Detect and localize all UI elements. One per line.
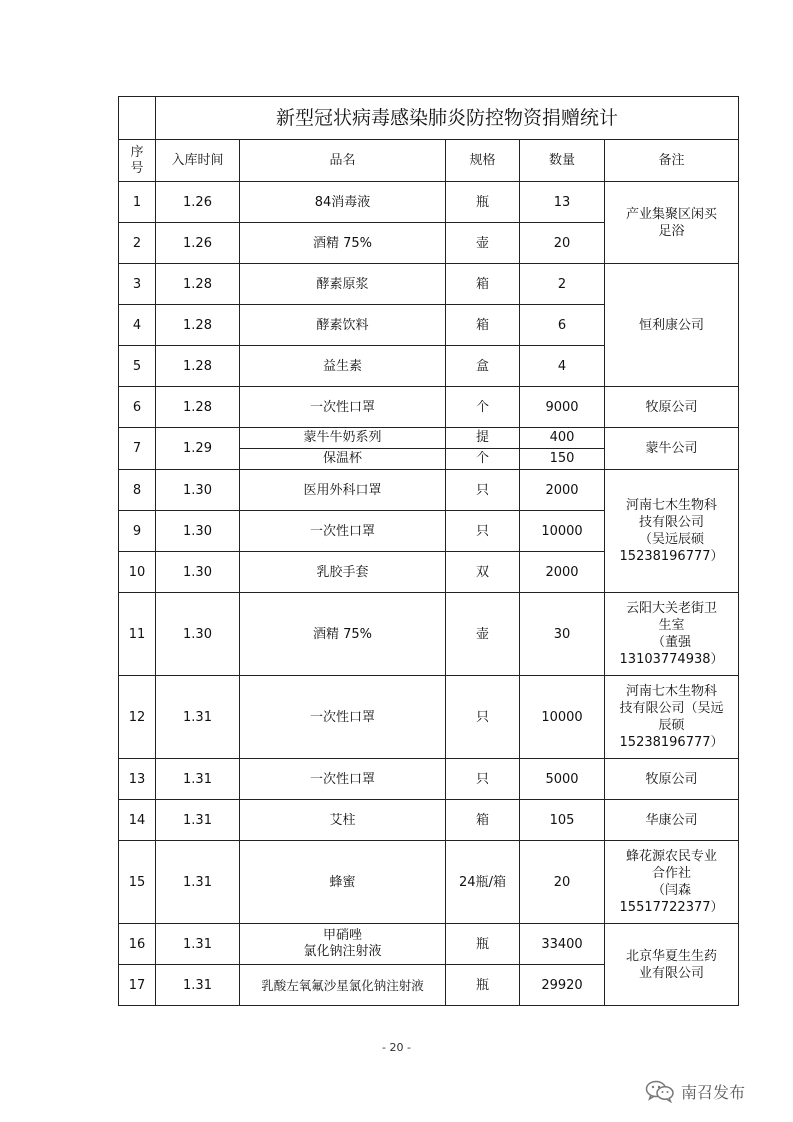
cell-qty: 33400 — [520, 924, 605, 965]
cell-date: 1.28 — [156, 346, 240, 387]
cell-note: 产业集聚区闲买 足浴 — [605, 182, 739, 264]
cell-spec: 箱 — [446, 305, 520, 346]
cell-qty: 6 — [520, 305, 605, 346]
cell-note: 北京华夏生生药 业有限公司 — [605, 924, 739, 1006]
cell-seq: 6 — [119, 387, 156, 428]
cell-date: 1.28 — [156, 305, 240, 346]
cell-seq: 8 — [119, 470, 156, 511]
cell-date: 1.31 — [156, 841, 240, 924]
cell-qty: 2000 — [520, 552, 605, 593]
cell-name: 蒙牛牛奶系列 — [240, 428, 446, 449]
cell-name: 一次性口罩 — [240, 676, 446, 759]
cell-qty: 400 — [520, 428, 605, 449]
cell-name: 一次性口罩 — [240, 387, 446, 428]
cell-spec: 瓶 — [446, 182, 520, 223]
table-row — [119, 676, 739, 759]
table-row — [119, 428, 739, 449]
cell-seq: 7 — [119, 428, 156, 470]
header-qty: 数量 — [520, 140, 605, 182]
cell-date: 1.29 — [156, 428, 240, 470]
cell-date: 1.30 — [156, 511, 240, 552]
cell-name: 乳胶手套 — [240, 552, 446, 593]
watermark-text: 南召发布 — [681, 1082, 746, 1102]
cell-name: 84消毒液 — [240, 182, 446, 223]
cell-name: 艾柱 — [240, 800, 446, 841]
cell-note: 牧原公司 — [605, 387, 739, 428]
table-row — [119, 470, 739, 511]
header-seq: 序 号 — [119, 140, 156, 182]
cell-spec: 只 — [446, 676, 520, 759]
cell-qty: 10000 — [520, 511, 605, 552]
table-row — [119, 593, 739, 676]
cell-note: 牧原公司 — [605, 759, 739, 800]
cell-spec: 只 — [446, 470, 520, 511]
cell-name: 酵素饮料 — [240, 305, 446, 346]
cell-qty: 4 — [520, 346, 605, 387]
cell-date: 1.26 — [156, 182, 240, 223]
cell-note: 蒙牛公司 — [605, 428, 739, 470]
cell-seq: 12 — [119, 676, 156, 759]
cell-spec: 个 — [446, 387, 520, 428]
watermark — [645, 1078, 745, 1104]
cell-seq: 10 — [119, 552, 156, 593]
cell-note: 华康公司 — [605, 800, 739, 841]
cell-note: 蜂花源农民专业 合作社 （闫森 15517722377） — [605, 841, 739, 924]
table-row — [119, 264, 739, 305]
cell-seq: 14 — [119, 800, 156, 841]
cell-date: 1.31 — [156, 759, 240, 800]
cell-date: 1.28 — [156, 387, 240, 428]
cell-qty: 9000 — [520, 387, 605, 428]
table-row — [119, 841, 739, 924]
cell-seq: 5 — [119, 346, 156, 387]
cell-name: 甲硝唑 氯化钠注射液 — [240, 924, 446, 965]
cell-date: 1.30 — [156, 552, 240, 593]
cell-name: 一次性口罩 — [240, 511, 446, 552]
cell-seq: 1 — [119, 182, 156, 223]
cell-qty: 150 — [520, 449, 605, 470]
cell-seq: 17 — [119, 965, 156, 1006]
cell-spec: 提 — [446, 428, 520, 449]
cell-date: 1.26 — [156, 223, 240, 264]
cell-name: 蜂蜜 — [240, 841, 446, 924]
cell-date: 1.31 — [156, 965, 240, 1006]
cell-qty: 10000 — [520, 676, 605, 759]
header-spec: 规格 — [446, 140, 520, 182]
cell-seq: 11 — [119, 593, 156, 676]
header-name: 品名 — [240, 140, 446, 182]
cell-name: 一次性口罩 — [240, 759, 446, 800]
donation-table — [118, 96, 739, 1006]
cell-spec: 箱 — [446, 800, 520, 841]
cell-qty: 29920 — [520, 965, 605, 1006]
table-corner — [119, 97, 156, 140]
cell-spec: 只 — [446, 511, 520, 552]
cell-date: 1.31 — [156, 800, 240, 841]
cell-seq: 4 — [119, 305, 156, 346]
cell-spec: 箱 — [446, 264, 520, 305]
cell-name: 酵素原浆 — [240, 264, 446, 305]
table-title: 新型冠状病毒感染肺炎防控物资捐赠统计 — [156, 97, 739, 140]
page-number: - 20 - — [382, 1041, 411, 1054]
table-row — [119, 182, 739, 223]
cell-spec: 盒 — [446, 346, 520, 387]
cell-note: 河南七木生物科 技有限公司（吴远 辰硕 15238196777） — [605, 676, 739, 759]
cell-seq: 16 — [119, 924, 156, 965]
table-row — [119, 924, 739, 965]
wechat-icon — [645, 1079, 675, 1103]
cell-note: 河南七木生物科 技有限公司 （吴远辰硕 15238196777） — [605, 470, 739, 593]
cell-date: 1.28 — [156, 264, 240, 305]
cell-seq: 9 — [119, 511, 156, 552]
cell-qty: 2 — [520, 264, 605, 305]
header-note: 备注 — [605, 140, 739, 182]
cell-spec: 瓶 — [446, 965, 520, 1006]
cell-name: 医用外科口罩 — [240, 470, 446, 511]
cell-name: 乳酸左氧氟沙星氯化钠注射液 — [240, 965, 446, 1006]
cell-qty: 30 — [520, 593, 605, 676]
cell-qty: 105 — [520, 800, 605, 841]
cell-note: 恒利康公司 — [605, 264, 739, 387]
cell-name: 酒精 75% — [240, 593, 446, 676]
cell-date: 1.31 — [156, 924, 240, 965]
cell-seq: 15 — [119, 841, 156, 924]
cell-date: 1.31 — [156, 676, 240, 759]
cell-name: 保温杯 — [240, 449, 446, 470]
cell-qty: 20 — [520, 223, 605, 264]
cell-spec: 只 — [446, 759, 520, 800]
cell-qty: 20 — [520, 841, 605, 924]
cell-note: 云阳大关老街卫 生室 （董强 13103774938） — [605, 593, 739, 676]
cell-spec: 壶 — [446, 593, 520, 676]
cell-spec: 双 — [446, 552, 520, 593]
cell-name: 酒精 75% — [240, 223, 446, 264]
cell-date: 1.30 — [156, 593, 240, 676]
cell-date: 1.30 — [156, 470, 240, 511]
cell-seq: 13 — [119, 759, 156, 800]
cell-spec: 瓶 — [446, 924, 520, 965]
cell-qty: 5000 — [520, 759, 605, 800]
cell-spec: 个 — [446, 449, 520, 470]
cell-spec: 24瓶/箱 — [446, 841, 520, 924]
cell-spec: 壶 — [446, 223, 520, 264]
header-date: 入库时间 — [156, 140, 240, 182]
table-row — [119, 759, 739, 800]
table-row — [119, 387, 739, 428]
cell-seq: 3 — [119, 264, 156, 305]
table-row — [119, 800, 739, 841]
cell-qty: 2000 — [520, 470, 605, 511]
cell-name: 益生素 — [240, 346, 446, 387]
cell-qty: 13 — [520, 182, 605, 223]
cell-seq: 2 — [119, 223, 156, 264]
